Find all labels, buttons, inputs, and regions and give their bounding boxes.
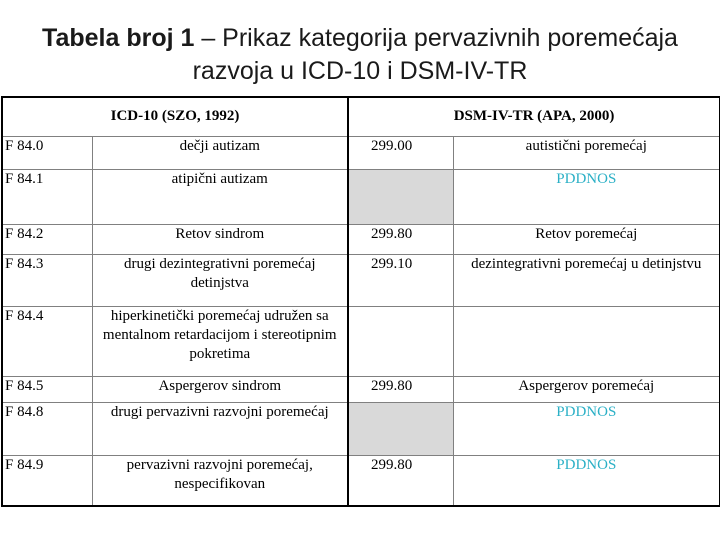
dsm-code: 299.10 xyxy=(348,255,453,307)
page-title xyxy=(0,22,720,88)
title-line-2: razvoja u ICD-10 i DSM-IV-TR xyxy=(192,57,528,85)
icd-code: F 84.2 xyxy=(2,225,92,255)
table-row xyxy=(2,377,720,403)
table-body xyxy=(2,137,720,506)
dsm-code: 299.80 xyxy=(348,456,453,506)
icd-code: F 84.0 xyxy=(2,137,92,170)
table-header-row xyxy=(2,97,720,137)
icd-description: dečji autizam xyxy=(92,137,348,170)
table-row xyxy=(2,137,720,170)
icd-description: hiperkinetički poremećaj udružen sa mentalnom retardacijom i stereotipnim pokretima xyxy=(92,307,348,377)
dsm-code xyxy=(348,170,453,225)
dsm-code: 299.80 xyxy=(348,377,453,403)
dsm-description xyxy=(453,307,720,377)
table-row xyxy=(2,307,720,377)
title-bold: Tabela broj 1 xyxy=(42,24,195,52)
dsm-code: 299.00 xyxy=(348,137,453,170)
icd-code: F 84.8 xyxy=(2,403,92,456)
table-row xyxy=(2,403,720,456)
icd-code: F 84.3 xyxy=(2,255,92,307)
comparison-table xyxy=(1,96,720,507)
dsm-description: autistični poremećaj xyxy=(453,137,720,170)
icd-description: drugi pervazivni razvojni poremećaj xyxy=(92,403,348,456)
dsm-code xyxy=(348,307,453,377)
table-row xyxy=(2,456,720,506)
table-row xyxy=(2,225,720,255)
dsm-description: PDDNOS xyxy=(453,170,720,225)
dsm-description: dezintegrativni poremećaj u detinjstvu xyxy=(453,255,720,307)
icd-description: drugi dezintegrativni poremećaj detinjstva xyxy=(92,255,348,307)
title-rest: – Prikaz kategorija pervazivnih poremećaja xyxy=(194,24,678,52)
table-row xyxy=(2,170,720,225)
title-line-1 xyxy=(0,22,720,55)
header-dsm: DSM-IV-TR (APA, 2000) xyxy=(453,107,615,124)
dsm-description: PDDNOS xyxy=(453,403,720,456)
dsm-code: 299.80 xyxy=(348,225,453,255)
icd-code: F 84.1 xyxy=(2,170,92,225)
icd-description: Aspergerov sindrom xyxy=(92,377,348,403)
dsm-code xyxy=(348,403,453,456)
icd-description: pervazivni razvojni poremećaj, nespecifikovan xyxy=(92,456,348,506)
header-icd10: ICD-10 (SZO, 1992) xyxy=(2,97,348,137)
dsm-description: Aspergerov poremećaj xyxy=(453,377,720,403)
dsm-description: PDDNOS xyxy=(453,456,720,506)
icd-description: atipični autizam xyxy=(92,170,348,225)
icd-code: F 84.9 xyxy=(2,456,92,506)
table-row xyxy=(2,255,720,307)
icd-code: F 84.4 xyxy=(2,307,92,377)
dsm-description: Retov poremećaj xyxy=(453,225,720,255)
icd-code: F 84.5 xyxy=(2,377,92,403)
icd-description: Retov sindrom xyxy=(92,225,348,255)
